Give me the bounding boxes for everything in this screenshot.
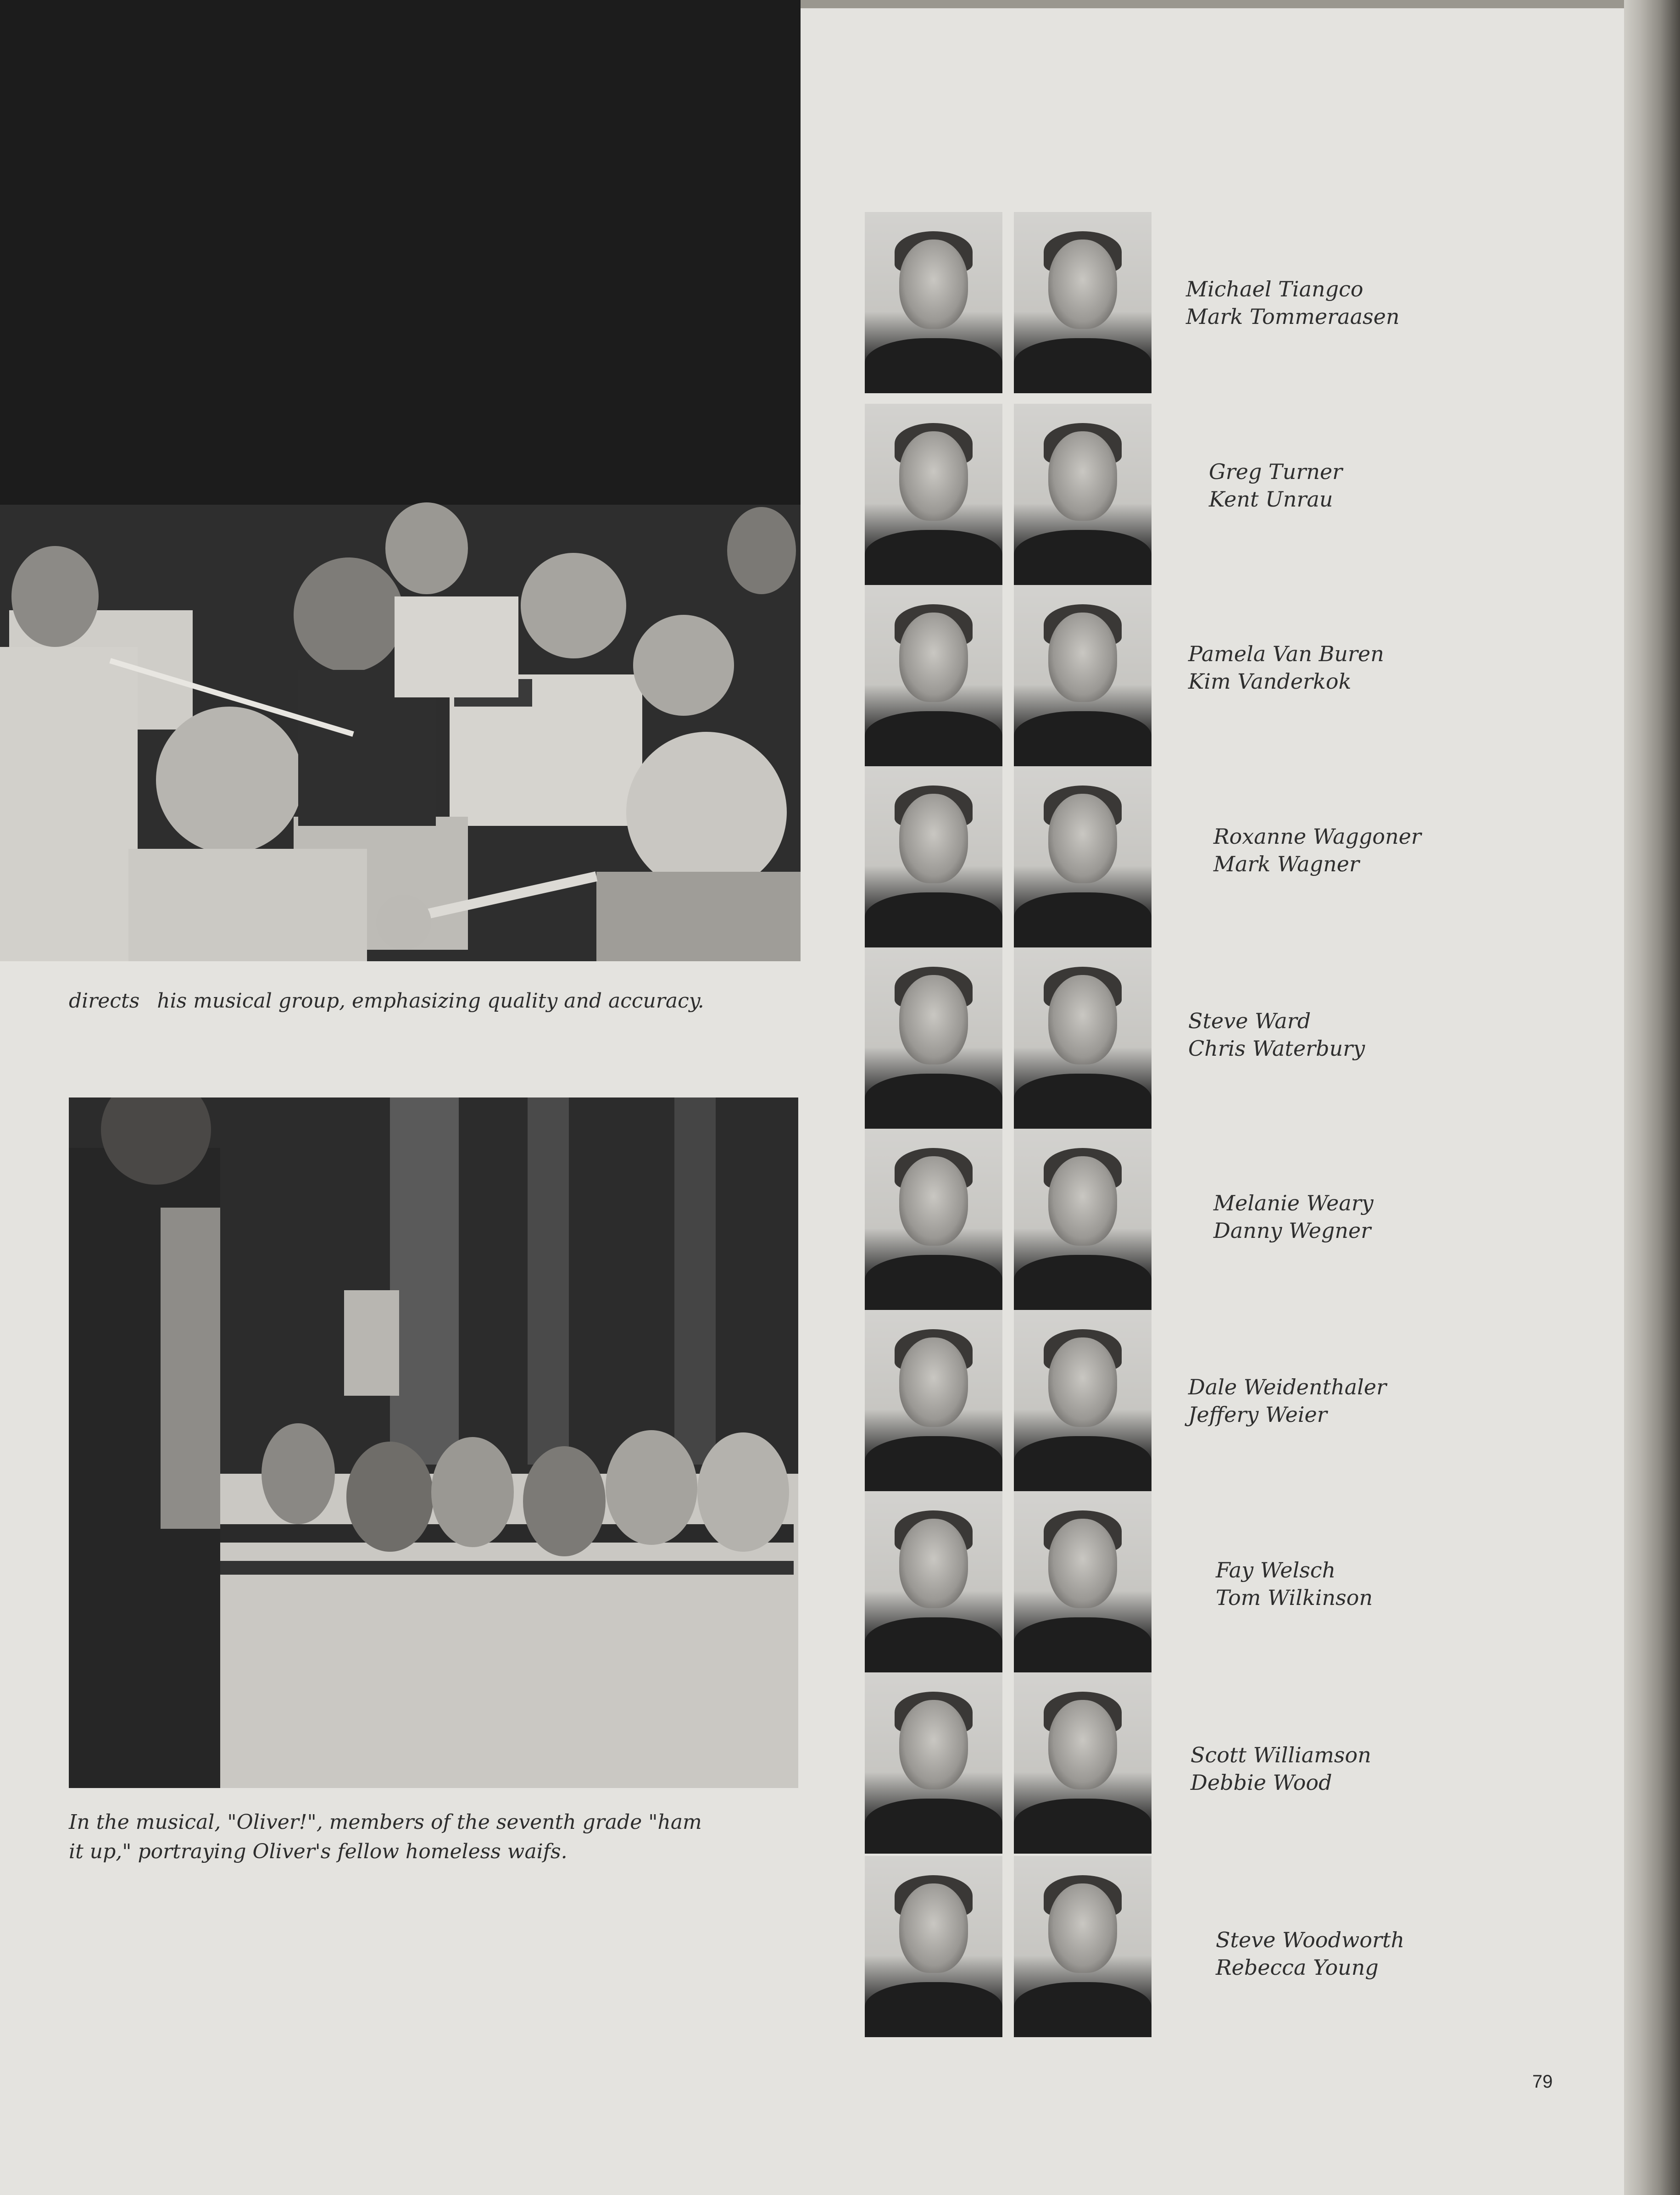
caption-line-2: it up," portraying Oliver's fellow homeless waifs. bbox=[69, 1840, 567, 1863]
student-name: Greg Turner bbox=[1209, 459, 1343, 484]
portrait-photo bbox=[865, 1856, 1002, 2037]
portrait-photo bbox=[865, 585, 1002, 766]
student-name: Steve Ward bbox=[1188, 1008, 1311, 1033]
oliver-photo-caption bbox=[69, 1808, 803, 1866]
caption-rest: his musical group, emphasizing quality and accuracy. bbox=[157, 989, 704, 1013]
band-photo-caption bbox=[69, 986, 798, 1016]
caption-line-1: In the musical, "Oliver!", members of the seventh grade "ham bbox=[69, 1811, 702, 1834]
caption-first-word: directs bbox=[69, 989, 140, 1013]
student-name: Pamela Van Buren bbox=[1188, 641, 1384, 666]
portrait-photo bbox=[865, 404, 1002, 585]
student-name: Melanie Weary bbox=[1213, 1191, 1374, 1215]
oliver-musical-photo bbox=[69, 1098, 798, 1788]
portrait-names bbox=[1213, 823, 1421, 878]
student-name: Kim Vanderkok bbox=[1188, 669, 1352, 694]
portrait-photo bbox=[865, 1310, 1002, 1491]
student-name: Michael Tiangco bbox=[1186, 277, 1363, 301]
student-name: Chris Waterbury bbox=[1188, 1036, 1365, 1061]
portrait-names bbox=[1186, 275, 1400, 330]
student-name: Danny Wegner bbox=[1213, 1218, 1371, 1243]
page-number: 79 bbox=[1532, 2072, 1553, 2092]
student-name: Scott Williamson bbox=[1190, 1743, 1371, 1767]
portrait-photo bbox=[1014, 1672, 1152, 1854]
portrait-names bbox=[1216, 1556, 1373, 1611]
portrait-photo bbox=[1014, 585, 1152, 766]
portrait-photo bbox=[865, 947, 1002, 1129]
student-name: Kent Unrau bbox=[1209, 487, 1333, 512]
portrait-names bbox=[1213, 1189, 1374, 1244]
portrait-photo bbox=[1014, 212, 1152, 393]
portrait-photo bbox=[1014, 404, 1152, 585]
portrait-photo bbox=[1014, 947, 1152, 1129]
student-name: Mark Wagner bbox=[1213, 852, 1360, 876]
portrait-photo bbox=[865, 1672, 1002, 1854]
portrait-photo bbox=[865, 766, 1002, 947]
portrait-names bbox=[1188, 640, 1384, 695]
portrait-photo bbox=[1014, 1310, 1152, 1491]
band-rehearsal-photo bbox=[0, 0, 801, 961]
portrait-photo bbox=[865, 1129, 1002, 1310]
portrait-names bbox=[1188, 1373, 1386, 1428]
portrait-photo bbox=[1014, 1856, 1152, 2037]
student-name: Debbie Wood bbox=[1190, 1770, 1332, 1795]
portrait-photo bbox=[865, 1491, 1002, 1672]
portrait-names bbox=[1188, 1007, 1365, 1062]
student-name: Jeffery Weier bbox=[1188, 1402, 1327, 1427]
student-name: Rebecca Young bbox=[1216, 1955, 1379, 1980]
student-name: Fay Welsch bbox=[1216, 1558, 1336, 1582]
student-name: Roxanne Waggoner bbox=[1213, 824, 1421, 849]
student-name: Steve Woodworth bbox=[1216, 1928, 1405, 1952]
portrait-names bbox=[1190, 1741, 1371, 1796]
student-name: Dale Weidenthaler bbox=[1188, 1375, 1387, 1399]
portrait-photo bbox=[1014, 766, 1152, 947]
portrait-names bbox=[1209, 458, 1342, 513]
student-name: Tom Wilkinson bbox=[1216, 1585, 1373, 1610]
student-name: Mark Tommeraasen bbox=[1186, 304, 1400, 329]
band-rehearsal-illustration bbox=[0, 0, 801, 961]
portrait-photo bbox=[865, 212, 1002, 393]
portrait-photo bbox=[1014, 1129, 1152, 1310]
book-binding-edge bbox=[1624, 0, 1680, 2195]
portrait-photo bbox=[1014, 1491, 1152, 1672]
portrait-names bbox=[1216, 1926, 1404, 1981]
oliver-musical-illustration bbox=[69, 1098, 798, 1788]
